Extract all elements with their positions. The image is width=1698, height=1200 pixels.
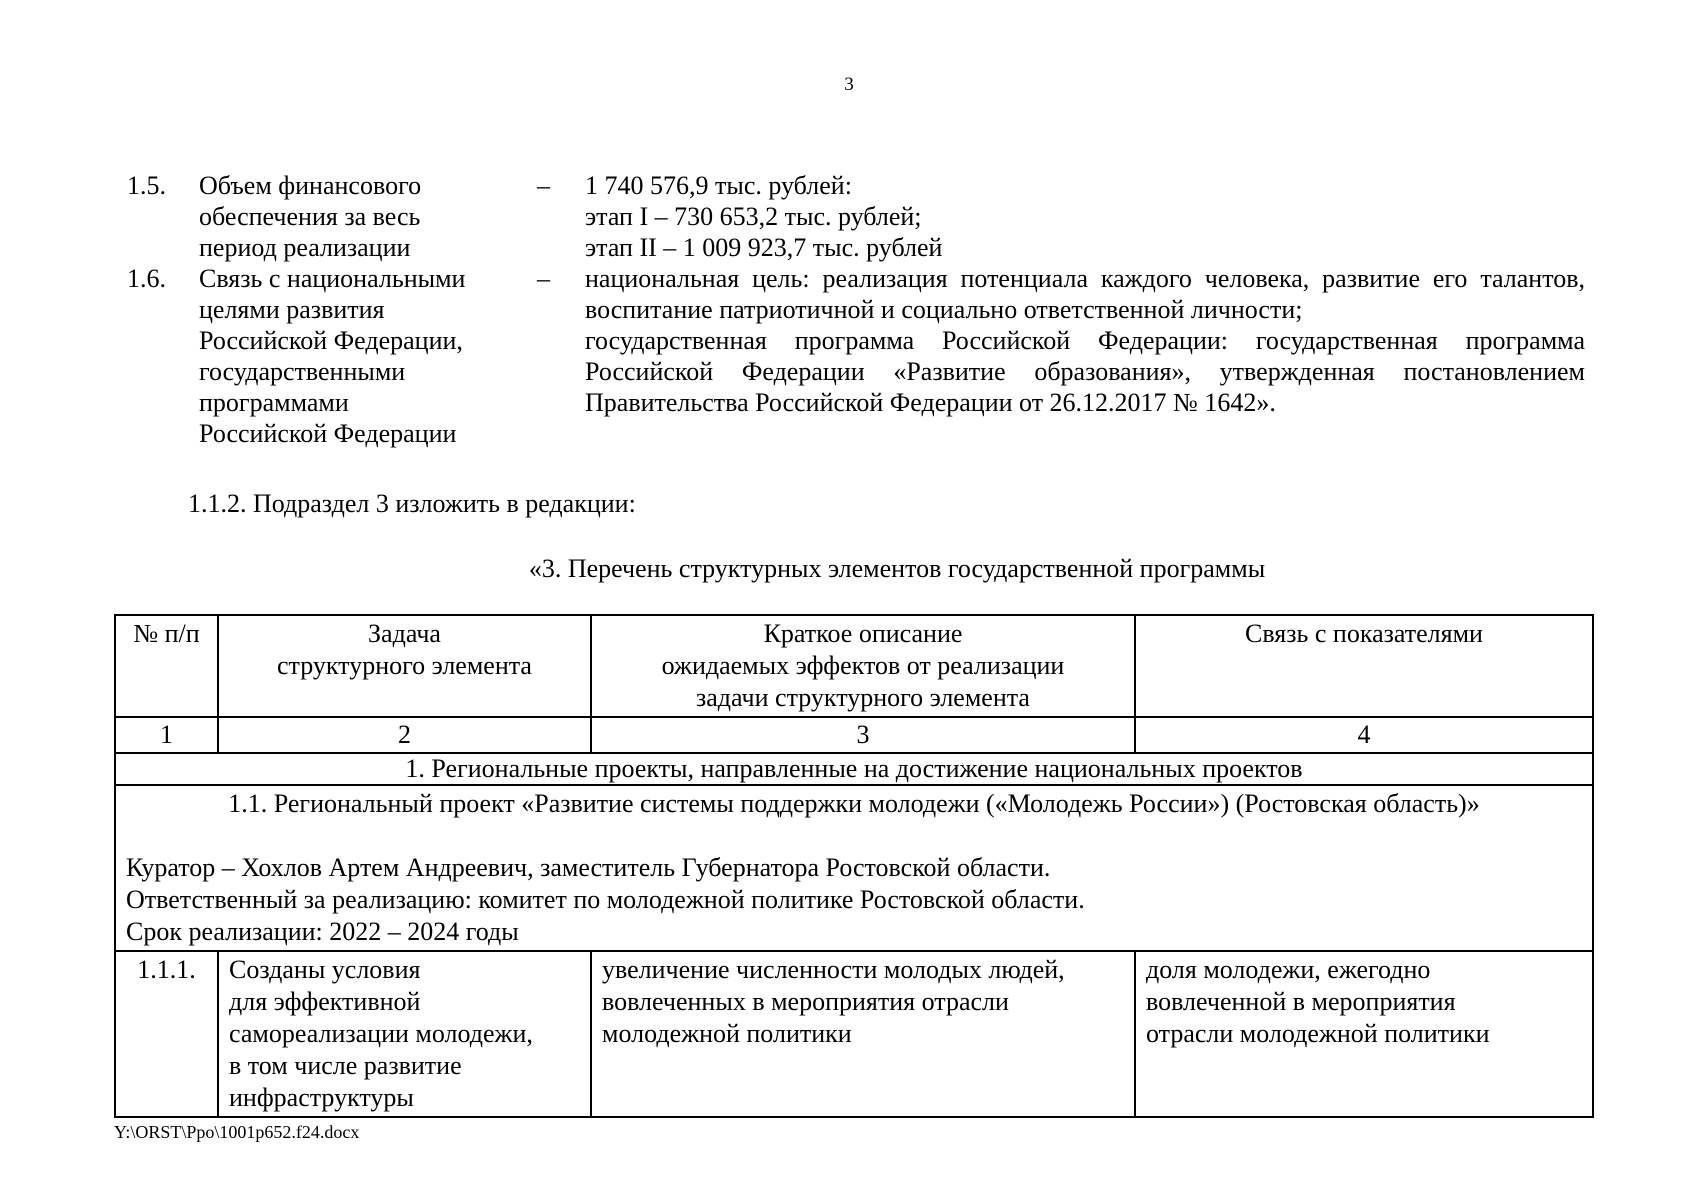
dash-separator: –: [537, 171, 550, 200]
cell-line: самореализации молодежи,: [229, 1019, 533, 1048]
label-line: целями развития: [199, 295, 385, 324]
header-task: [218, 615, 591, 717]
value-line: этап I – 730 653,2 тыс. рублей;: [585, 202, 922, 231]
section-row: [115, 753, 1593, 785]
project-row: [115, 785, 1593, 951]
column-number: 3: [591, 717, 1135, 753]
column-number: 4: [1135, 717, 1593, 753]
value-paragraph: национальная цель: реализация потенциала каждого человека, развитие его талантов, воспитание патриотичной и социально ответственной личности;: [585, 264, 1585, 324]
header-line: ожидаемых эффектов от реализации: [661, 651, 1065, 680]
label-line: государственными: [199, 357, 406, 386]
header-indicators: [1135, 615, 1593, 717]
label-line: программами: [199, 388, 349, 417]
header-line: задачи структурного элемента: [696, 683, 1030, 712]
label-line: период реализации: [199, 233, 411, 262]
table-header-row: [115, 615, 1593, 717]
edit-instruction: 1.1.2. Подраздел 3 изложить в редакции:: [188, 489, 636, 518]
cell-line: отрасли молодежной политики: [1146, 1019, 1490, 1048]
label-line: обеспечения за весь: [199, 202, 421, 231]
cell-line: увеличение численности молодых людей,: [602, 955, 1065, 984]
row-number-cell: 1.1.1.: [115, 951, 218, 1117]
dash-separator: –: [537, 264, 550, 293]
row-number: 1.6.: [127, 264, 166, 293]
header-line: № п/п: [133, 619, 200, 648]
row-label: [199, 170, 509, 263]
project-title: 1.1. Региональный проект «Развитие системы поддержки молодежи («Молодежь России») (Ростовская область)»: [228, 789, 1480, 818]
label-line: Российской Федерации,: [199, 326, 463, 355]
label-line: Российской Федерации: [199, 419, 457, 448]
cell-line: для эффективной: [229, 987, 421, 1016]
header-line: структурного элемента: [277, 651, 532, 680]
header-line: Связь с показателями: [1245, 619, 1483, 648]
header-number: [115, 615, 218, 717]
task-cell: [218, 951, 591, 1117]
row-number: 1.5.: [127, 171, 166, 200]
label-line: Объем финансового: [199, 171, 422, 200]
section-row-cell: 1. Региональные проекты, направленные на достижение национальных проектов: [115, 753, 1593, 785]
project-term: Срок реализации: 2022 – 2024 годы: [126, 917, 519, 946]
header-line: Краткое описание: [763, 619, 963, 648]
footer-file-path: Y:\ORST\Ppo\1001p652.f24.docx: [114, 1122, 360, 1142]
project-responsible: Ответственный за реализацию: комитет по молодежной политике Ростовской области.: [126, 885, 1085, 914]
indicator-cell: [1135, 951, 1593, 1117]
cell-line: вовлеченных в мероприятия отрасли: [602, 987, 1009, 1016]
section-title: «3. Перечень структурных элементов государственной программы: [528, 554, 1266, 583]
spacer: [126, 820, 1582, 852]
cell-line: в том числе развитие: [229, 1051, 462, 1080]
value-paragraph: государственная программа Российской Федерации: государственная программа Российской Федерации «Развитие образования», утвержденная постановлением Правительства Российской Федерации от 26.12.2017 № 1642».: [585, 326, 1585, 417]
cell-line: доля молодежи, ежегодно: [1146, 955, 1431, 984]
passport-row-1-6: [127, 263, 1587, 449]
value-line: 1 740 576,9 тыс. рублей:: [585, 171, 852, 200]
value-line: этап II – 1 009 923,7 тыс. рублей: [585, 233, 943, 262]
header-effects: [591, 615, 1135, 717]
project-cell: [115, 785, 1593, 951]
row-label: [199, 263, 509, 449]
passport-row-1-5: [127, 170, 1587, 263]
column-number: 1: [115, 717, 218, 753]
cell-line: вовлеченной в мероприятия: [1146, 987, 1456, 1016]
header-line: Задача: [368, 619, 441, 648]
cell-line: молодежной политики: [602, 1019, 852, 1048]
effect-cell: [591, 951, 1135, 1117]
row-value: [585, 263, 1585, 418]
table-row: [115, 951, 1593, 1117]
column-numbers-row: [115, 717, 1593, 753]
cell-line: Созданы условия: [229, 955, 421, 984]
passport-section: [127, 170, 1587, 449]
structural-elements-table: [114, 614, 1594, 1118]
row-value: [585, 170, 1585, 263]
label-line: Связь с национальными: [199, 264, 466, 293]
column-number: 2: [218, 717, 591, 753]
cell-line: инфраструктуры: [229, 1083, 414, 1112]
project-curator: Куратор – Хохлов Артем Андреевич, заместитель Губернатора Ростовской области.: [126, 853, 1051, 882]
page-number: 3: [844, 74, 854, 95]
